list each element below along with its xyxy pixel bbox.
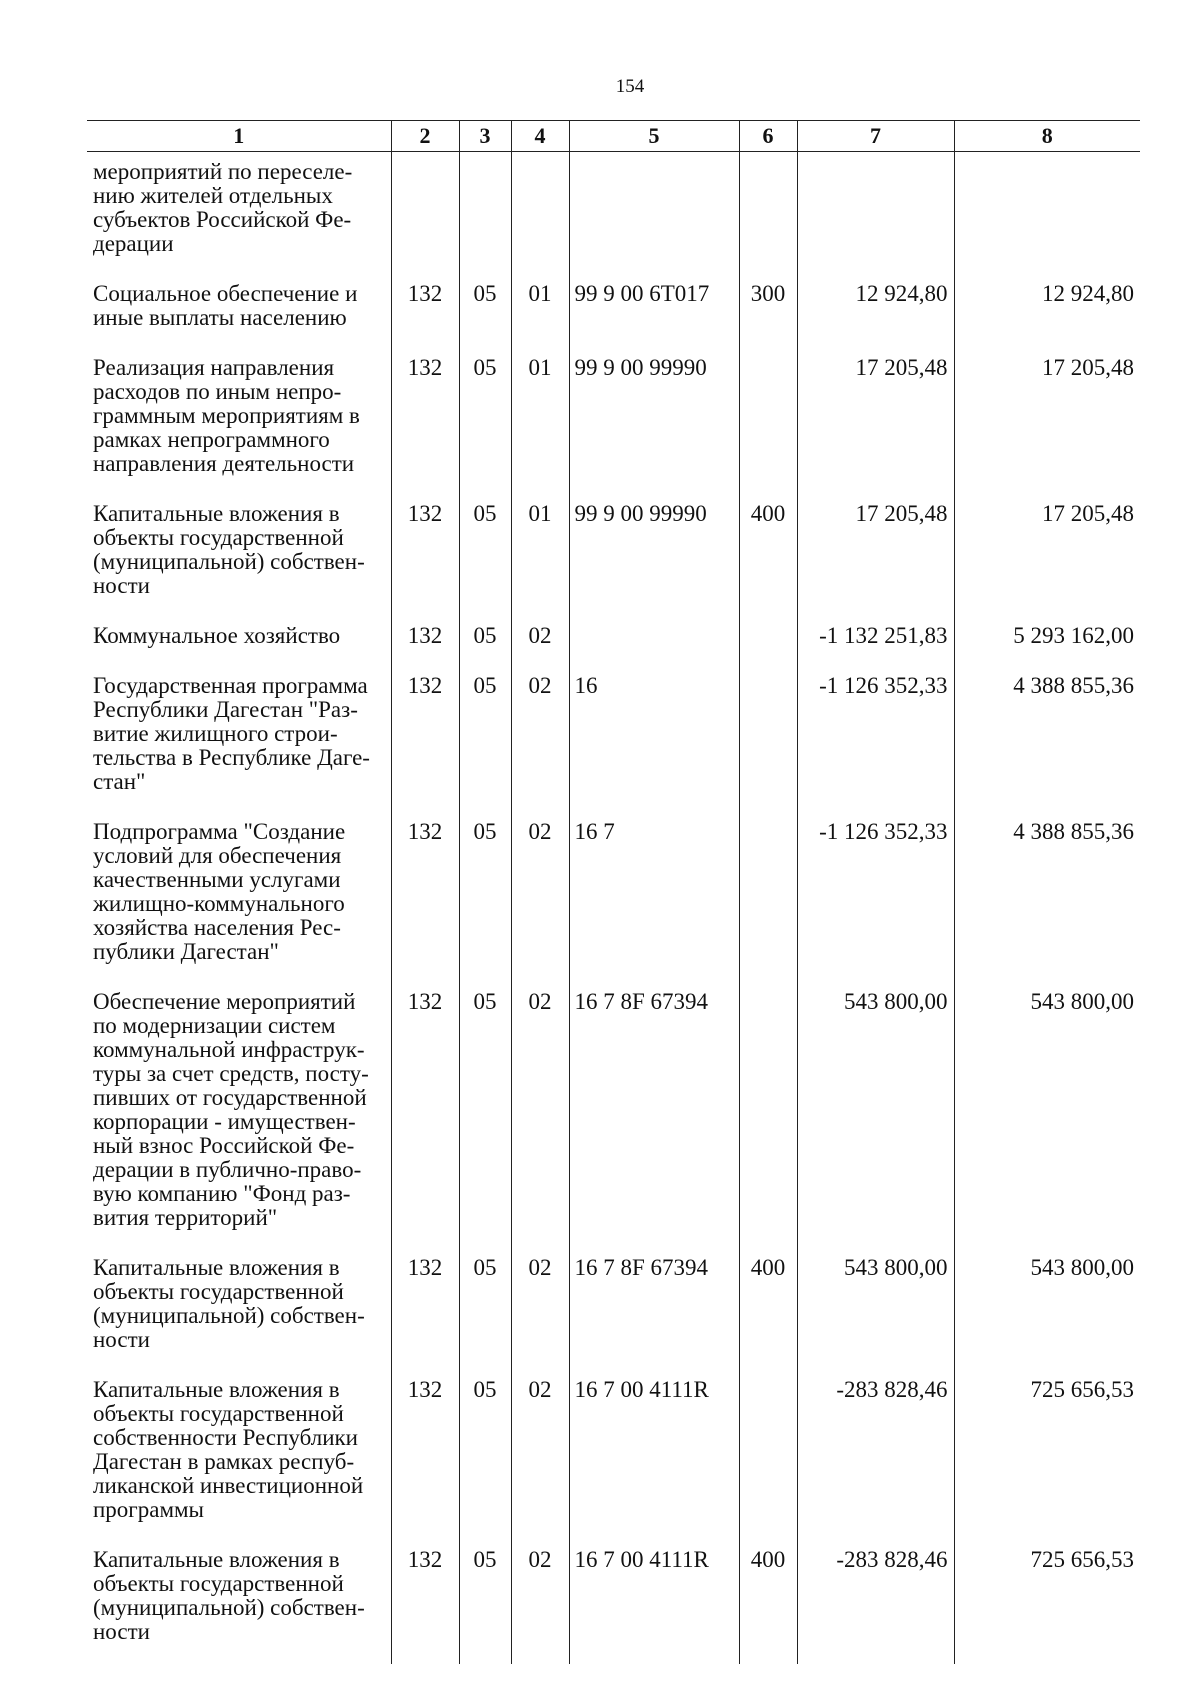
amount-change: -1 126 352,33	[797, 812, 954, 982]
subsection-code: 02	[511, 1540, 569, 1664]
ved-code: 132	[391, 274, 459, 348]
section-code: 05	[459, 666, 511, 812]
ved-code	[391, 152, 459, 275]
expense-type-code	[739, 616, 797, 666]
expense-type-code	[739, 982, 797, 1248]
subsection-code: 02	[511, 666, 569, 812]
amount-change: 17 205,48	[797, 494, 954, 616]
target-article-code	[569, 152, 739, 275]
expense-type-code	[739, 666, 797, 812]
row-name: Капитальные вложения в объекты государственной (муниципальной) собствен- ности	[93, 1255, 365, 1352]
ved-code: 132	[391, 812, 459, 982]
target-article-code: 16 7 8F 67394	[569, 982, 739, 1248]
column-header: 5	[569, 121, 739, 152]
amount-total: 17 205,48	[954, 494, 1140, 616]
section-code: 05	[459, 982, 511, 1248]
budget-table	[87, 120, 1140, 1664]
section-code: 05	[459, 494, 511, 616]
target-article-code: 16	[569, 666, 739, 812]
subsection-code: 02	[511, 1248, 569, 1370]
amount-total: 4 388 855,36	[954, 812, 1140, 982]
amount-total: 725 656,53	[954, 1540, 1140, 1664]
row-name: Капитальные вложения в объекты государственной (муниципальной) собствен- ности	[93, 501, 365, 598]
page-number: 154	[615, 76, 645, 97]
amount-total: 5 293 162,00	[954, 616, 1140, 666]
section-code: 05	[459, 1540, 511, 1664]
amount-change: 12 924,80	[797, 274, 954, 348]
section-code: 05	[459, 1370, 511, 1540]
amount-total: 12 924,80	[954, 274, 1140, 348]
row-name: Подпрограмма "Создание условий для обеспечения качественными услугами жилищно-коммунального хозяйства населения Рес- публики Дагестан"	[93, 819, 346, 964]
header-row	[87, 121, 1140, 152]
amount-change: -1 126 352,33	[797, 666, 954, 812]
section-code: 05	[459, 348, 511, 494]
ved-code: 132	[391, 494, 459, 616]
row-name: Коммунальное хозяйство	[93, 623, 341, 648]
table-row	[87, 274, 1140, 348]
target-article-code: 99 9 00 99990	[569, 494, 739, 616]
column-header: 6	[739, 121, 797, 152]
row-name: Обеспечение мероприятий по модернизации систем коммунальной инфраструк- туры за счет средств, посту- пивших от государственной корпорации - имуществен- ный взнос Российской Фе- дерации в публично-право- вую компанию "Фонд раз- вития территорий"	[93, 989, 369, 1230]
column-header: 1	[87, 121, 391, 152]
amount-change: -1 132 251,83	[797, 616, 954, 666]
target-article-code: 16 7	[569, 812, 739, 982]
table-header	[87, 121, 1140, 152]
amount-total: 543 800,00	[954, 982, 1140, 1248]
subsection-code: 01	[511, 494, 569, 616]
ved-code: 132	[391, 666, 459, 812]
amount-change: -283 828,46	[797, 1370, 954, 1540]
subsection-code	[511, 152, 569, 275]
section-code: 05	[459, 616, 511, 666]
target-article-code: 16 7 00 4111R	[569, 1370, 739, 1540]
row-name: Реализация направления расходов по иным непро- граммным мероприятиям в рамках непрограммного направления деятельности	[93, 355, 360, 476]
ved-code: 132	[391, 1370, 459, 1540]
expense-type-code	[739, 152, 797, 275]
row-name: Капитальные вложения в объекты государственной (муниципальной) собствен- ности	[93, 1547, 365, 1644]
target-article-code	[569, 616, 739, 666]
section-code	[459, 152, 511, 275]
subsection-code: 02	[511, 812, 569, 982]
table-row	[87, 494, 1140, 616]
amount-change: -283 828,46	[797, 1540, 954, 1664]
target-article-code: 16 7 00 4111R	[569, 1540, 739, 1664]
ved-code: 132	[391, 1248, 459, 1370]
expense-type-code: 400	[739, 494, 797, 616]
table-row	[87, 1370, 1140, 1540]
row-name: Государственная программа Республики Дагестан "Раз- витие жилищного строи- тельства в Республике Даге- стан"	[93, 673, 370, 794]
table-row	[87, 616, 1140, 666]
amount-total: 725 656,53	[954, 1370, 1140, 1540]
column-header: 3	[459, 121, 511, 152]
column-header: 7	[797, 121, 954, 152]
amount-total: 17 205,48	[954, 348, 1140, 494]
expense-type-code: 300	[739, 274, 797, 348]
target-article-code: 99 9 00 6Т017	[569, 274, 739, 348]
expense-type-code: 400	[739, 1540, 797, 1664]
amount-total	[954, 152, 1140, 275]
table-row	[87, 152, 1140, 275]
amount-total: 4 388 855,36	[954, 666, 1140, 812]
subsection-code: 02	[511, 982, 569, 1248]
table-row	[87, 982, 1140, 1248]
subsection-code: 02	[511, 616, 569, 666]
column-header: 8	[954, 121, 1140, 152]
expense-type-code	[739, 812, 797, 982]
expense-type-code	[739, 348, 797, 494]
section-code: 05	[459, 1248, 511, 1370]
ved-code: 132	[391, 348, 459, 494]
ved-code: 132	[391, 1540, 459, 1664]
target-article-code: 16 7 8F 67394	[569, 1248, 739, 1370]
subsection-code: 02	[511, 1370, 569, 1540]
expense-type-code	[739, 1370, 797, 1540]
table-row	[87, 812, 1140, 982]
column-header: 4	[511, 121, 569, 152]
column-header: 2	[391, 121, 459, 152]
amount-change: 17 205,48	[797, 348, 954, 494]
table-row	[87, 1248, 1140, 1370]
expense-type-code: 400	[739, 1248, 797, 1370]
row-name: мероприятий по переселе- нию жителей отдельных субъектов Российской Фе- дерации	[93, 159, 353, 256]
amount-change: 543 800,00	[797, 1248, 954, 1370]
amount-change	[797, 152, 954, 275]
ved-code: 132	[391, 982, 459, 1248]
row-name: Капитальные вложения в объекты государственной собственности Республики Дагестан в рамках респуб- ликанской инвестиционной программы	[93, 1377, 364, 1522]
section-code: 05	[459, 812, 511, 982]
table-row	[87, 666, 1140, 812]
table-body	[87, 152, 1140, 1665]
subsection-code: 01	[511, 348, 569, 494]
table-row	[87, 348, 1140, 494]
amount-change: 543 800,00	[797, 982, 954, 1248]
table-row	[87, 1540, 1140, 1664]
target-article-code: 99 9 00 99990	[569, 348, 739, 494]
amount-total: 543 800,00	[954, 1248, 1140, 1370]
subsection-code: 01	[511, 274, 569, 348]
row-name: Социальное обеспечение и иные выплаты населению	[93, 281, 358, 330]
section-code: 05	[459, 274, 511, 348]
ved-code: 132	[391, 616, 459, 666]
